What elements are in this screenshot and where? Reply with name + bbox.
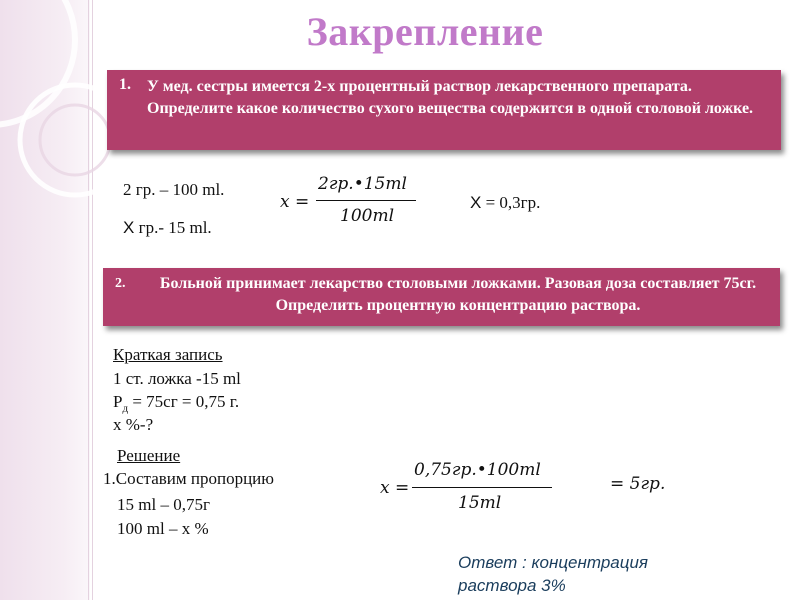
proportion-line-1: 2 гр. – 100 ml.: [123, 180, 225, 199]
short-record-line-2-rest: = 75сг = 0,75 г.: [128, 392, 240, 411]
solution-heading: Решение: [117, 446, 181, 465]
answer: [458, 551, 648, 597]
task-1-box: [107, 70, 781, 150]
solution-step-1: 1.Составим пропорцию: [103, 469, 274, 488]
formula-1-lhs: x =: [280, 192, 310, 212]
decor-line: [92, 0, 93, 600]
variable-x: X: [123, 218, 135, 237]
formula-1-numerator: 2гр.•15ml: [318, 174, 407, 194]
formula-1-denominator: 100ml: [340, 206, 395, 226]
answer-line-2: раствора 3%: [458, 576, 566, 595]
short-record-p: P: [113, 392, 123, 411]
formula-1: [280, 174, 430, 234]
formula-2-numerator: 0,75гр.•100ml: [414, 460, 541, 480]
formula-2: [380, 460, 560, 520]
short-record-line-1: 1 ст. ложка -15 ml: [113, 369, 241, 388]
formula-2-denominator: 15ml: [458, 493, 502, 513]
formula-2-result: [610, 474, 700, 500]
solution-proportion-1: 15 ml – 0,75г: [117, 495, 210, 514]
short-record-line-3: х %-?: [113, 415, 154, 434]
result-variable-x: X: [470, 193, 482, 212]
task-1-number: 1.: [119, 76, 131, 93]
decor-line: [88, 0, 89, 600]
left-decor-band: [0, 0, 90, 600]
result-1-rest: = 0,3гр.: [481, 193, 541, 212]
task-2-text: Больной принимает лекарство столовыми ложками. Разовая доза составляет 75сг. Определить процентную концентрацию раствора.: [159, 275, 757, 314]
solution-proportion-2: 100 ml – х %: [117, 519, 209, 538]
formula-2-fraction-bar: [412, 487, 552, 488]
task-2-number: 2.: [115, 276, 126, 291]
formula-2-lhs: x =: [380, 478, 410, 498]
task-2-box: [103, 268, 780, 326]
formula-2-result-text: = 5гр.: [610, 474, 666, 494]
formula-1-fraction-bar: [316, 200, 416, 201]
proportion-line-2-rest: гр.- 15 ml.: [134, 218, 212, 237]
result-1: [470, 193, 540, 213]
proportion-line-2: [123, 218, 212, 238]
short-record-line-2: [113, 392, 239, 414]
short-record-heading: Краткая запись: [113, 345, 223, 364]
page-title: Закрепление: [306, 9, 544, 54]
answer-line-1: Ответ : концентрация: [458, 553, 648, 572]
short-record-p-subscript: д: [122, 402, 129, 415]
task-1-text: У мед. сестры имеется 2-х процентный раствор лекарственного препарата. Определите какое количество сухого вещества содержится в одной столовой ложке.: [147, 78, 754, 117]
